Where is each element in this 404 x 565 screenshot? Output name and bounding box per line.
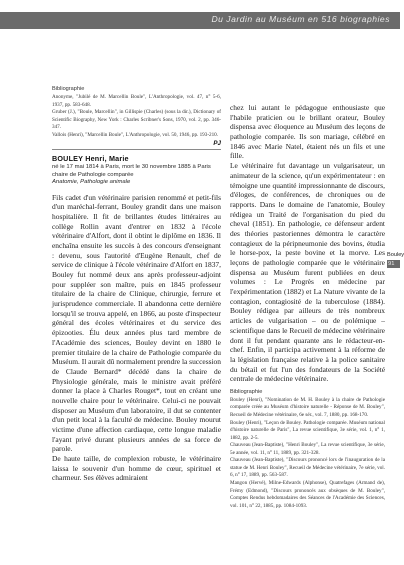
left-column (52, 86, 221, 483)
bibliography-heading-left: Bibliographie (52, 86, 85, 92)
bibliography-heading-right: Bibliographie (230, 388, 263, 395)
entry-body-right: chez lui autant le pédagogue enthousiaste que l'habile praticien ou le brillant orateur, Bouley dispensa avec éloquence au Muséum des leçons de pathologie comparée. Ils son mariage, célébré en 1846 avec Marie Natel, étaient nés un fils et une fille. Le vétérinaire fut davantage un vulgarisateur, un animateur de la science, qu'un expérimentateur : en témoigne une quantité impressionnante de discours, d'éloges, de conférences, de chroniques ou de rapports. Dans le domaine de l'anatomie, Bouley rédigea un Traité de l'organisation du pied du cheval (1851). En pathologie, ce défenseur ardent des théories pastoriennes démontra le caractère contagieux de la péripneumonie des bovins, étudia le horse-pox, la peste bovine et la morve. Les leçons de pathologie comparée que le vétérinaire dispensa au Muséum furent publiées en deux volumes : Le Progrès en médecine par l'expérimentation (1882) et La Nature vivante de la contagion, contagiosité de la tuberculose (1884). Bouley rédigea par ailleurs de très nombreux articles de vulgarisation – ou de polémique – scientifique dans le Recueil de médecine vétérinaire dont il fut pendant quarante ans le rédacteur-en-chef. Enfin, il participa activement à la réforme de la législation française relative à la police sanitaire du bétail et fut l'un des fondateurs de la Société centrale de médecine vétérinaire. (230, 103, 385, 384)
entry-chair: chaire de Pathologie comparée (52, 171, 134, 178)
bibliography-text-right: Bouley (Henri), "Nomination de M. H. Bouley à la chaire de Pathologie comparée créée au Muséum d'histoire naturelle - Réponse de M. Bouley", Recueil de Médecine vétérinaire, 6e sér., vol. 7, 1880, pp. 168-170. Bouley (Henri), "Leçon de Bouley. Pathologie comparée. Muséum national d'histoire naturelle de Paris", La revue scientifique, 3e série, vol. 1, n° 1, 1882, pp. 2-5. Chauveau (Jean-Baptiste), "Henri Bouley", La revue scientifique, 3e série, 5e année, vol. 11, n° 11, 1889, pp. 321-328. Chauveau (Jean-Baptiste), "Discours prononcé lors de l'inauguration de la statue de M. Henri Bouley", Recueil de Médecine vétérinaire, 7e série, vol. 6, n° 17, 1889, pp. 563-587. Mangon (Hervé), Milne-Edwards (Alphonse), Quatrefages (Armand de), Frémy (Edmond), "Discours prononcés aux obsèques de M. Bouley", Comptes Rendus hebdomadaires des Séances de l'Académie des Sciences, vol. 101, n° 22, 1885, pp. 1084-1093. (230, 396, 385, 509)
running-header-title: Du Jardin au Muséum en 516 biographies (211, 14, 390, 24)
entry-field: Anatomie, Pathologie animale (52, 179, 131, 186)
side-tab (387, 252, 404, 268)
entry-meta (52, 164, 221, 186)
bibliography-text-left: Anonyme, "Jubilé de M. Marcellin Boule", L'Anthropologie, vol. 47, n° 5-6, 1937, pp. 583-648. Gruber (J.), "Boule, Marcellin", in Gillispie (Charles) (sous la dir.), Dictionary of Scientific Biography, New York : Charles Scribner's Sons, 1970, vol. 2, pp. 346-347. Vallois (Henri), "Marcellin Boule", L'Anthropologie, vol. 50, 1946, pp. 193-210. (52, 94, 221, 138)
side-tab-name: Bouley (387, 252, 404, 258)
entry-name: BOULEY Henri, Marie (52, 154, 129, 164)
page-number: 91 (387, 260, 400, 268)
author-initials: PJ (213, 140, 221, 148)
entry-dates: né le 17 mai 1814 à Paris, mort le 30 novembre 1885 à Paris (52, 164, 211, 171)
right-column (230, 103, 385, 510)
entry-body-left: Fils cadet d'un vétérinaire parisien renommé et petit-fils d'un maréchal-ferrant, Bouley grandit dans une maison hospitalière. Il fit de brillantes études littéraires au collège Rollin avant d'entrer en 1832 à l'école vétérinaire d'Alfort, dont il obtint le diplôme en 1836. Il enchaîna ensuite les succès à des concours d'enseignant : devenu, sous l'autorité d'Eugène Renault, chef de service de clinique à l'école vétérinaire d'Alfort en 1837, Bouley fut nommé deux ans après professeur-adjoint pour suppléer son maître, puis en 1845 professeur titulaire de la chaire de Clinique, chirurgie, ferrure et jurisprudence commerciale. Il abandonna cette dernière lorsqu'il se trouva appelé, en 1866, au poste d'inspecteur général des écoles vétérinaires et du service des épizooties. Élu deux années plus tard membre de l'Académie des sciences, Bouley devint en 1880 le premier titulaire de la chaire de Pathologie comparée du Muséum. Il aurait dû normalement prendre la succession de Claude Bernard* décédé dans la chaire de Physiologie générale, mais le ministre avait préféré donner la place à Charles Rouget*, tout en créant une nouvelle chaire pour le vétérinaire. Celui-ci ne pouvait disposer au Muséum d'un laboratoire, il dut se contenter d'un petit local à la faculté de médecine. Bouley mourut victime d'une affection cardiaque, cette longue maladie l'ayant privé durant plusieurs années de sa force de parole. De haute taille, de complexion robuste, le vétérinaire laissa le souvenir d'un homme de cœur, spirituel et charmeur. Ses élèves admiraient (52, 192, 221, 483)
entry-divider (52, 149, 221, 150)
